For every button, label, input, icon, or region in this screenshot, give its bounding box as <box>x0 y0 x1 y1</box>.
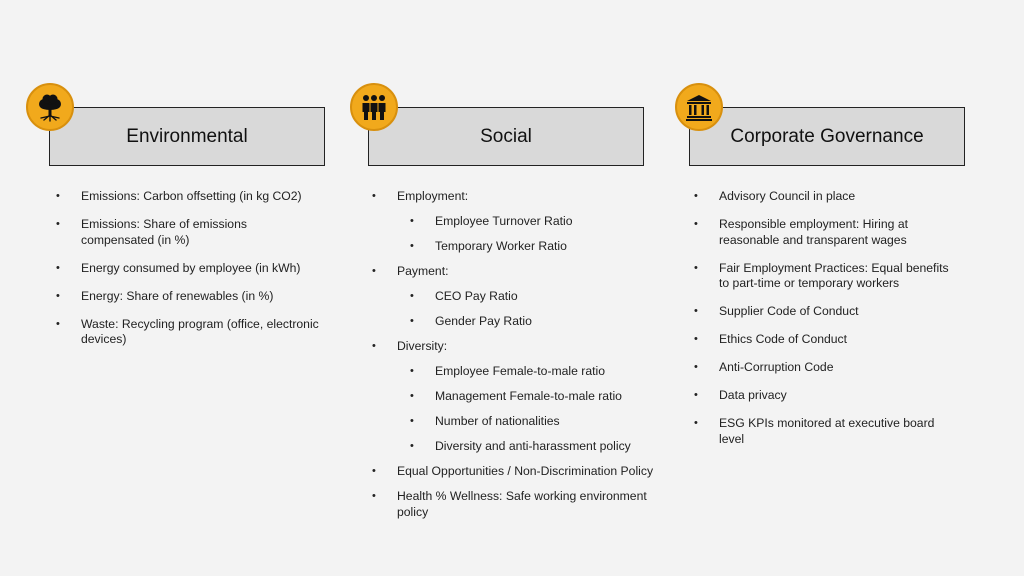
list-item: • Management Female-to-male ratio <box>372 389 677 405</box>
list-item: • Data privacy <box>694 388 949 404</box>
list-item: • Payment: <box>372 264 677 280</box>
people-icon <box>350 83 398 131</box>
governance-header <box>689 107 965 166</box>
governance-title: Corporate Governance <box>730 125 924 147</box>
list-item: • Employee Turnover Ratio <box>372 214 677 230</box>
list-item: • Emissions: Carbon offsetting (in kg CO2) <box>56 189 321 205</box>
list-item: • Equal Opportunities / Non-Discrimination Policy <box>372 464 677 480</box>
list-item: • ESG KPIs monitored at executive board level <box>694 416 949 447</box>
list-item: • Number of nationalities <box>372 414 677 430</box>
list-item: • Energy: Share of renewables (in %) <box>56 289 321 305</box>
list-item: • Ethics Code of Conduct <box>694 332 949 348</box>
list-item: • Temporary Worker Ratio <box>372 239 677 255</box>
list-item: • Responsible employment: Hiring at reasonable and transparent wages <box>694 217 949 248</box>
social-list <box>372 189 677 520</box>
social-title: Social <box>480 125 532 147</box>
list-item: • Anti-Corruption Code <box>694 360 949 376</box>
environmental-list <box>56 189 321 348</box>
list-item: • Health % Wellness: Safe working environment policy <box>372 489 677 520</box>
list-item: • Gender Pay Ratio <box>372 314 677 330</box>
social-header <box>368 107 644 166</box>
list-item: • CEO Pay Ratio <box>372 289 677 305</box>
list-item: • Diversity: <box>372 339 677 355</box>
list-item: • Advisory Council in place <box>694 189 949 205</box>
list-item: • Energy consumed by employee (in kWh) <box>56 261 321 277</box>
bank-building-icon <box>675 83 723 131</box>
list-item: • Supplier Code of Conduct <box>694 304 949 320</box>
list-item: • Employment: <box>372 189 677 205</box>
list-item: • Waste: Recycling program (office, electronic devices) <box>56 317 321 348</box>
list-item: • Employee Female-to-male ratio <box>372 364 677 380</box>
list-item: • Fair Employment Practices: Equal benefits to part-time or temporary workers <box>694 261 949 292</box>
list-item: • Diversity and anti-harassment policy <box>372 439 677 455</box>
environmental-header <box>49 107 325 166</box>
tree-icon <box>26 83 74 131</box>
environmental-title: Environmental <box>126 125 248 147</box>
list-item: • Emissions: Share of emissions compensated (in %) <box>56 217 321 248</box>
governance-list <box>694 189 949 447</box>
